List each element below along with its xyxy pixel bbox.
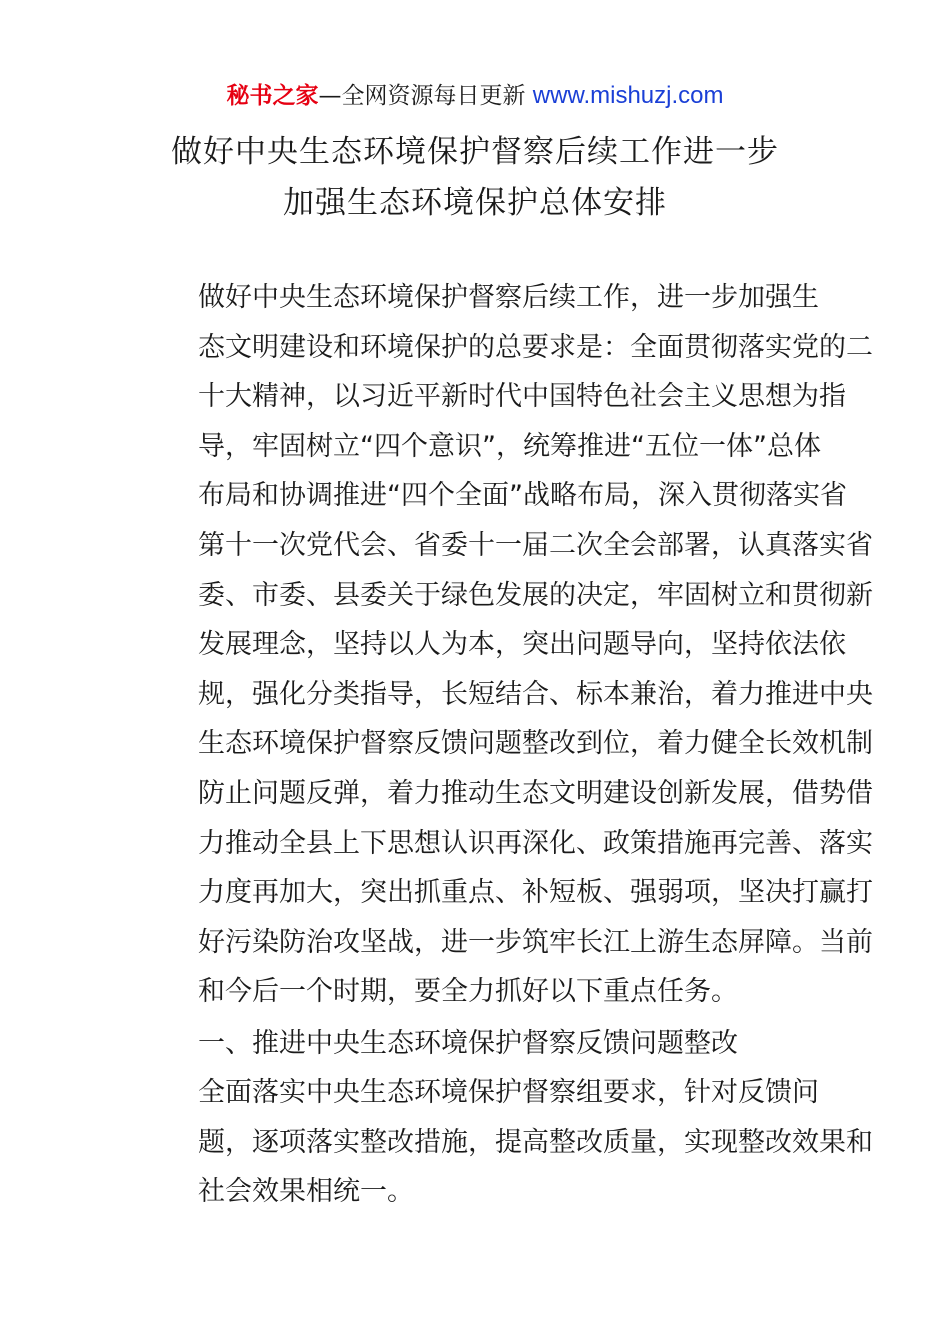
text-line: 和今后一个时期，要全力抓好以下重点任务。 — [198, 976, 738, 1008]
text-line: 力度再加大，突出抓重点、补短板、强弱项，坚决打赢打 — [198, 877, 873, 909]
text-line: 全面落实中央生态环境保护督察组要求，针对反馈问 — [198, 1077, 819, 1108]
text-line: 好污染防治攻坚战，进一步筑牢长江上游生态屏障。当前 — [198, 926, 873, 958]
text-line: 社会效果相统一。 — [198, 1176, 414, 1208]
text-line: 导，牢固树立“四个意识”，统筹推进“五位一体”总体 — [198, 430, 821, 462]
text-line: 委、市委、县委关于绿色发展的决定，牢固树立和贯彻新 — [198, 579, 873, 611]
text-line: 布局和协调推进“四个全面”战略布局，深入贯彻落实省 — [198, 480, 847, 512]
text-line: 发展理念，坚持以人为本，突出问题导向，坚持依法依 — [198, 629, 846, 661]
header-dash: — — [318, 83, 342, 109]
text-line: 生态环境保护督察反馈问题整改到位，着力健全长效机制 — [198, 728, 873, 760]
text-line: 第十一次党代会、省委十一届二次全会部署，认真落实省 — [198, 529, 873, 561]
body-paragraph-1 — [144, 273, 873, 1017]
text-line: 规，强化分类指导，长短结合、标本兼治，着力推进中央 — [198, 678, 873, 710]
site-header — [0, 80, 950, 112]
text-line: 做好中央生态环境保护督察后续工作，进一步加强生 — [198, 282, 819, 313]
site-url-link[interactable]: www.mishuzj.com — [532, 82, 724, 109]
section-heading-1 — [144, 1019, 808, 1069]
section-heading-text: 一、推进中央生态环境保护督察反馈问题整改 — [198, 1028, 738, 1059]
text-line: 力推动全县上下思想认识再深化、政策措施再完善、落实 — [198, 827, 873, 859]
site-tagline: 全网资源每日更新 — [341, 83, 526, 109]
site-brand: 秘书之家 — [226, 83, 319, 109]
text-line: 题，逐项落实整改措施，提高整改质量，实现整改效果和 — [198, 1126, 873, 1158]
text-line: 态文明建设和环境保护的总要求是：全面贯彻落实党的二 — [198, 331, 873, 363]
document-title-line-1: 做好中央生态环境保护督察后续工作进一步 — [171, 134, 779, 170]
body-paragraph-2 — [144, 1068, 873, 1217]
text-line: 十大精神，以习近平新时代中国特色社会主义思想为指 — [198, 381, 846, 413]
document-title-line-2: 加强生态环境保护总体安排 — [283, 185, 667, 221]
text-line: 防止问题反弹，着力推动生态文明建设创新发展，借势借 — [198, 777, 873, 809]
